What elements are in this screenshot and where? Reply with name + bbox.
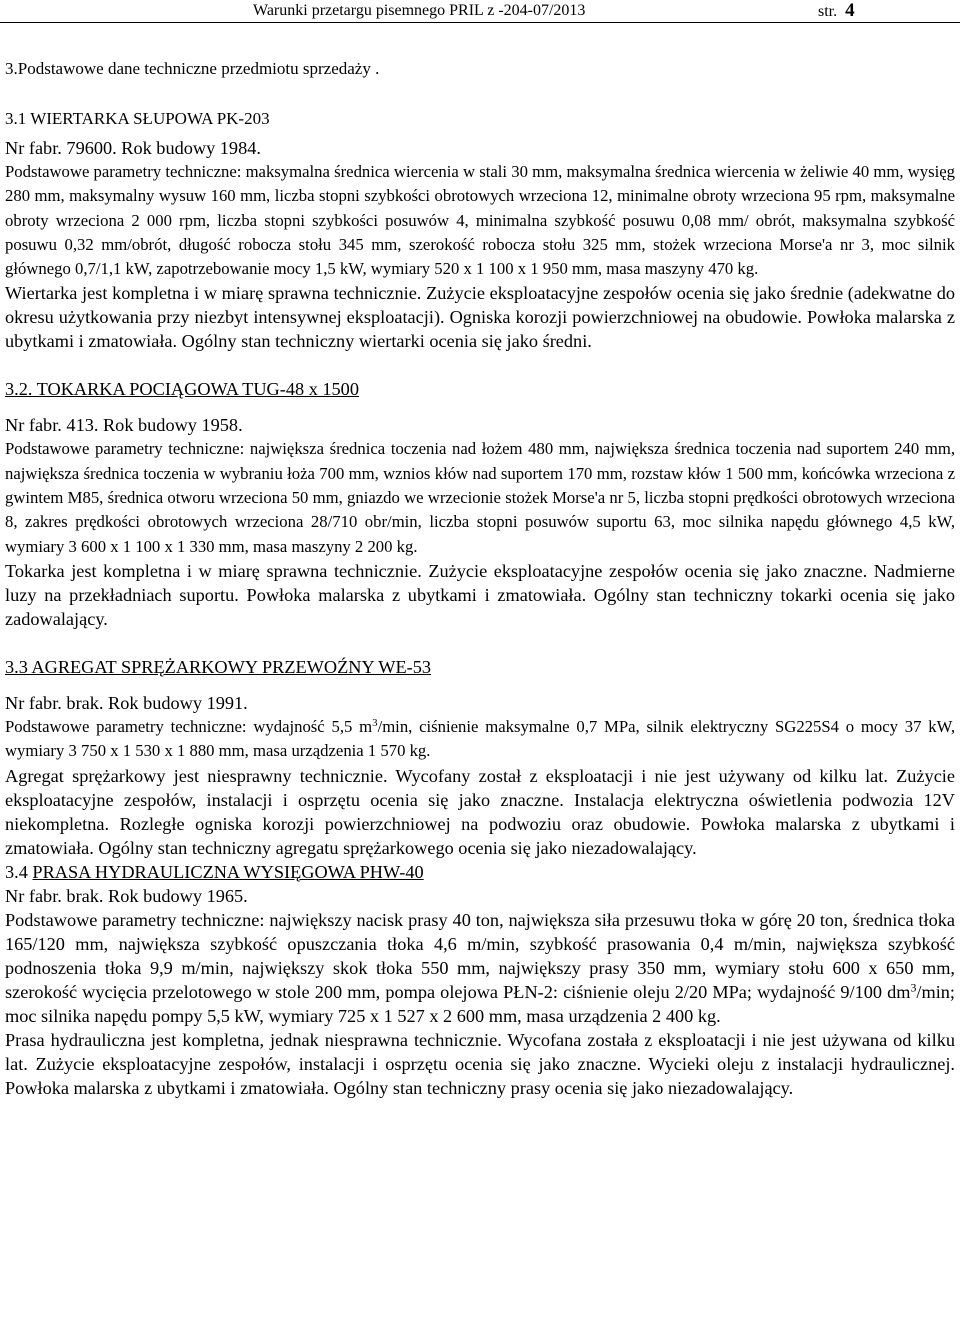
header-rule bbox=[0, 22, 960, 23]
header-page-number: 4 bbox=[845, 0, 855, 21]
item-3-1-params: Podstawowe parametry techniczne: maksymalna średnica wiercenia w stali 30 mm, maksymalna średnica wiercenia w żeliwie 40 mm, wysięg 280 mm, maksymalny wysuw 160 mm, liczba stopni szybkości obrotowych wrzeciona 12, minimalne obroty wrzeciona 95 rpm, maksymalne obroty wrzeciona 2 000 rpm, liczba stopni szybkości posuwów 4, minimalna szybkość posuwu 0,08 mm/ obrót, maksymalna szybkość posuwu 0,32 mm/obrót, długość robocza stołu 345 mm, szerokość robocza stołu 325 mm, stożek wrzeciona Morse'a nr 3, moc silnik głównego 0,7/1,1 kW, zapotrzebowanie mocy 1,5 kW, wymiary 520 x 1 100 x 1 950 mm, masa maszyny 470 kg. bbox=[5, 162, 955, 279]
item-3-4-title-line bbox=[5, 860, 955, 884]
item-3-3-params-sup: 3 bbox=[372, 717, 378, 729]
item-3-4-params-sup: 3 bbox=[910, 980, 917, 995]
header-title: Warunki przetargu pisemnego PRIL z -204-07/2013 bbox=[253, 2, 586, 19]
item-3-1-title: 3.1 WIERTARKA SŁUPOWA PK-203 bbox=[5, 109, 270, 128]
document-body bbox=[5, 58, 955, 1100]
item-3-4-assessment: Prasa hydrauliczna jest kompletna, jednak niesprawna technicznie. Wycofana została z eksploatacji i nie jest używana od kilku lat. Zużycie eksploatacyjne zespołów, instalacji i osprzętu ocenia się jako znaczne. Wycieki oleju z instalacji hydraulicznej. Powłoka malarska z ubytkami i zmatowiała. Ogólny stan techniczny prasy ocenia się jako niezadowalający. bbox=[5, 1029, 955, 1098]
item-3-2-params: Podstawowe parametry techniczne: największa średnica toczenia nad łożem 480 mm, największa średnica toczenia nad suportem 240 mm, największa średnica toczenia w wybraniu łoża 700 mm, wznios kłów nad suportem 170 mm, rozstaw kłów 1 500 mm, końcówka wrzeciona z gwintem M85, średnica otworu wrzeciona 50 mm, gniazdo we wrzecionie stożek Morse'a nr 5, liczba stopni prędkości obrotowych wrzeciona 8, zakres prędkości obrotowych wrzeciona 28/710 obr/min, liczba stopni posuwów suportu 63, moc silnika napędu głównego 4,5 kW, wymiary 3 600 x 1 100 x 1 330 mm, masa maszyny 2 200 kg. bbox=[5, 439, 955, 556]
item-3-3-title: 3.3 AGREGAT SPRĘŻARKOWY PRZEWOŹNY WE-53 bbox=[5, 656, 432, 677]
item-3-4-number: 3.4 bbox=[5, 861, 33, 882]
section-heading: 3.Podstawowe dane techniczne przedmiotu sprzedaży . bbox=[5, 59, 380, 78]
header-page-label: str. bbox=[818, 3, 838, 20]
page-header bbox=[0, 0, 960, 20]
item-3-4-params-a: Podstawowe parametry techniczne: największy nacisk prasy 40 ton, największa siła przesuwu tłoka w górę 20 ton, średnica tłoka 165/120 mm, największa szybkość opuszczania tłoka 4,6 m/min, szybkość prasowania 0,4 m/min, największa szybkość podnoszenia tłoka 9,9 m/min, największy skok tłoka 550 mm, największy prasy 350 mm, wymiary stołu 600 x 650 mm, szerokość wycięcia przelotowego w stole 200 mm, pompa olejowa PŁN-2: ciśnienie oleju 2/20 MPa; wydajność 9/100 dm bbox=[5, 909, 955, 1002]
item-3-3-params-a: Podstawowe parametry techniczne: wydajność 5,5 m bbox=[5, 716, 373, 736]
item-3-4-params bbox=[5, 908, 955, 1028]
item-3-1-assessment: Wiertarka jest kompletna i w miarę sprawna technicznie. Zużycie eksploatacyjne zespołów ocenia się jako średnie (adekwatne do okresu użytkowania przy niezbyt intensywnej eksploatacji). Ogniska korozji powierzchniowej na obudowie. Powłoka malarska z ubytkami i zmatowiała. Ogólny stan techniczny wiertarki ocenia się jako średni. bbox=[5, 283, 955, 352]
item-3-4-title: PRASA HYDRAULICZNA WYSIĘGOWA PHW-40 bbox=[32, 861, 424, 882]
item-3-3-serial: Nr fabr. brak. Rok budowy 1991. bbox=[5, 692, 248, 713]
item-3-3-params bbox=[5, 715, 955, 764]
item-3-3-assessment: Agregat sprężarkowy jest niesprawny technicznie. Wycofany został z eksploatacji i nie jest używany od kilku lat. Zużycie eksploatacyjne zespołów, instalacji i osprzętu ocenia się jako znaczne. Instalacja elektryczna oświetlenia podwozia 12V niekompletna. Rozległe ogniska korozji powierzchniowej na podwoziu oraz obudowie. Powłoka malarska z ubytkami i zmatowiała. Ogólny stan techniczny agregatu sprężarkowego ocenia się jako niezadowalający. bbox=[5, 765, 955, 858]
header-page bbox=[818, 1, 855, 22]
item-3-4-params-b: /min; moc silnika napędu pompy 5,5 kW, wymiary 725 x 1 527 x 2 600 mm, masa urządzenia 2 400 kg. bbox=[5, 981, 955, 1026]
item-3-1-serial: Nr fabr. 79600. Rok budowy 1984. bbox=[5, 138, 261, 158]
item-3-2-title: 3.2. TOKARKA POCIĄGOWA TUG-48 x 1500 bbox=[5, 379, 359, 400]
item-3-2-assessment: Tokarka jest kompletna i w miarę sprawna technicznie. Zużycie eksploatacyjne zespołów ocenia się jako znaczne. Nadmierne luzy na przekładniach suportu. Powłoka malarska z ubytkami i zmatowiała. Ogólny stan techniczny tokarki ocenia się jako zadowalający. bbox=[5, 560, 955, 629]
item-3-3-params-b: /min, ciśnienie maksymalne 0,7 MPa, silnik elektryczny SG225S4 o mocy 37 kW, wymiary 3 750 x 1 530 x 1 880 mm, masa urządzenia 1 570 kg. bbox=[5, 716, 955, 761]
item-3-4-serial: Nr fabr. brak. Rok budowy 1965. bbox=[5, 885, 248, 906]
item-3-2-serial: Nr fabr. 413. Rok budowy 1958. bbox=[5, 415, 243, 436]
